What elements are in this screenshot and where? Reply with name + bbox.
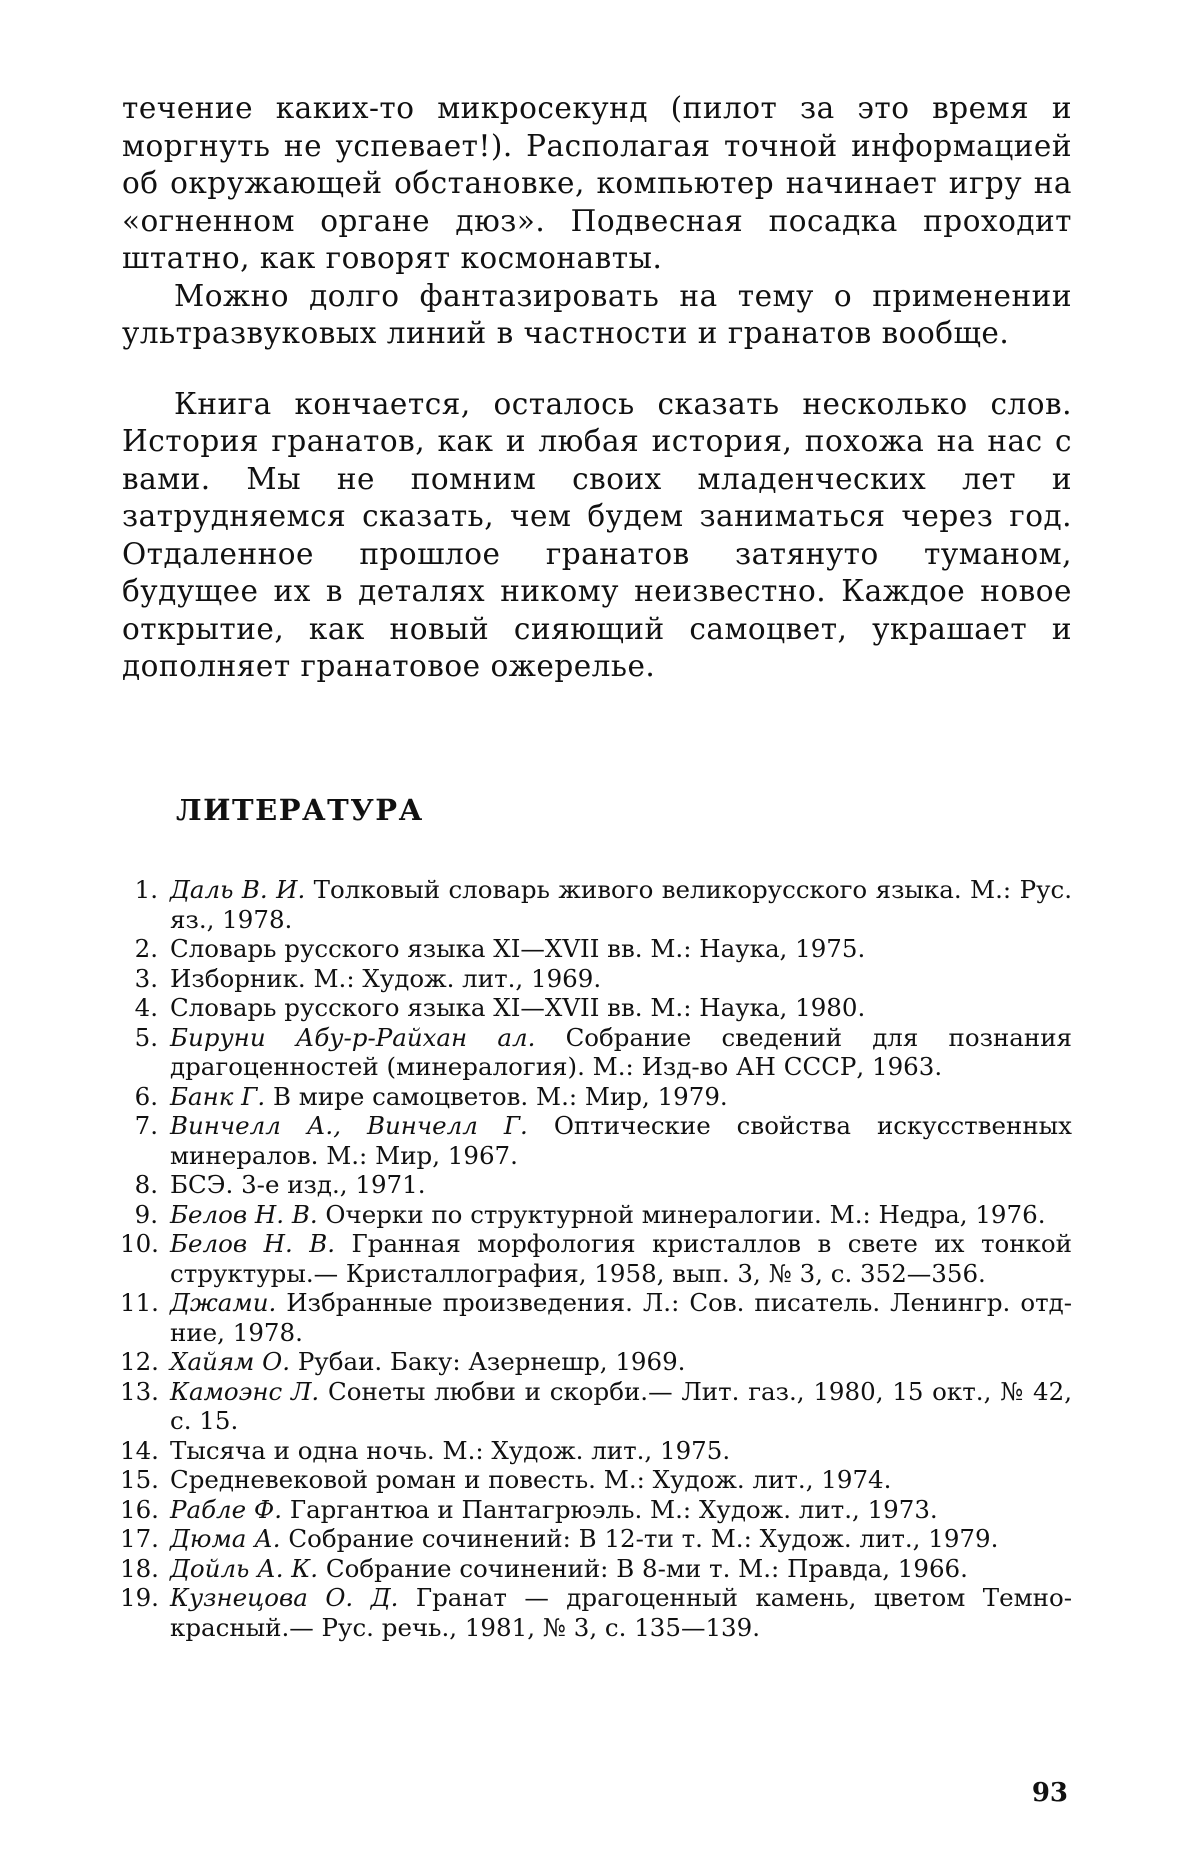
reference-text: Собрание сведений для познания драгоценностей (минералогия). М.: Изд-во АН СССР, 1963. [170, 1022, 1073, 1081]
reference-text: Очерки по структурной минералогии. М.: Недра, 1976. [317, 1199, 1046, 1229]
reference-author: Винчелл А., Винчелл Г. [170, 1111, 528, 1140]
reference-item [120, 875, 1072, 934]
reference-author: Бируни Абу-р-Райхан ал. [170, 1022, 536, 1052]
reference-item [120, 1583, 1072, 1642]
reference-item [120, 1288, 1072, 1347]
reference-text: Словарь русского языка XI—XVII вв. М.: Наука, 1980. [170, 993, 866, 1022]
reference-author: Банк Г. [170, 1081, 266, 1111]
reference-text: Гранная морфология кристаллов в свете их тонкой структуры.— Кристаллография, 1958, вып. 3, № 3, с. 352—356. [170, 1229, 1072, 1288]
reference-number: 16. [120, 1494, 159, 1524]
reference-text: Оптические свойства искусственных минералов. М.: Мир, 1967. [170, 1111, 1072, 1170]
paragraph: Можно долго фантазировать на тему о применении ультразвуковых линий в частности и гранатов вообще. [122, 278, 1072, 350]
reference-item [120, 964, 1072, 994]
reference-number: 2. [134, 934, 158, 963]
reference-author: Кузнецова О. Д. [170, 1583, 399, 1612]
reference-item [120, 1023, 1072, 1082]
reference-number: 14. [120, 1435, 159, 1465]
reference-item [120, 1347, 1072, 1377]
reference-item [120, 1524, 1072, 1554]
reference-number: 13. [120, 1376, 159, 1406]
reference-number: 17. [120, 1524, 159, 1553]
reference-number: 12. [120, 1347, 159, 1376]
reference-text: Сонеты любви и скорби.— Лит. газ., 1980, 15 окт., № 42, с. 15. [170, 1376, 1073, 1435]
reference-item [120, 993, 1072, 1023]
reference-author: Джами. [170, 1288, 277, 1317]
reference-text: Толковый словарь живого великорусского языка. М.: Рус. яз., 1978. [170, 875, 1073, 934]
reference-text: Изборник. М.: Худож. лит., 1969. [170, 963, 602, 993]
reference-number: 7. [134, 1111, 158, 1140]
reference-item [120, 1170, 1072, 1200]
reference-number: 6. [134, 1081, 158, 1111]
reference-text: Избранные произведения. Л.: Сов. писатель. Ленингр. отд-ние, 1978. [170, 1288, 1072, 1347]
page-number: 93 [1031, 1778, 1068, 1808]
reference-item [120, 1229, 1072, 1288]
reference-number: 10. [120, 1229, 159, 1258]
reference-item [120, 1377, 1072, 1436]
reference-item [120, 1554, 1072, 1584]
reference-number: 15. [120, 1465, 159, 1494]
reference-text: Гранат — драгоценный камень, цветом Темно-красный.— Рус. речь., 1981, № 3, с. 135—139. [170, 1583, 1072, 1642]
reference-author: Даль В. И. [170, 875, 306, 904]
reference-item [120, 1465, 1072, 1495]
reference-text: В мире самоцветов. М.: Мир, 1979. [265, 1081, 728, 1111]
reference-item [120, 934, 1072, 964]
paragraph: Книга кончается, осталось сказать несколько слов. История гранатов, как и любая история, похожа на нас с вами. Мы не помним своих младенческих лет и затрудняемся сказать, чем будем заниматься через год. Отдаленное прошлое гранатов затянуто туманом, будущее их в деталях никому неизвестно. Каждое новое открытие, как новый сияющий самоцвет, украшает и дополняет гранатовое ожерелье. [122, 386, 1072, 683]
reference-author: Дойль А. К. [170, 1553, 319, 1583]
section-heading: ЛИТЕРАТУРА [176, 793, 424, 827]
reference-text: Собрание сочинений: В 8-ми т. М.: Правда, 1966. [318, 1553, 968, 1583]
reference-number: 5. [134, 1022, 158, 1052]
reference-text: Собрание сочинений: В 12-ти т. М.: Худож. лит., 1979. [280, 1524, 999, 1553]
reference-item [120, 1111, 1072, 1170]
reference-author: Белов Н. В. [170, 1199, 318, 1229]
reference-text: Тысяча и одна ночь. М.: Худож. лит., 1975. [170, 1435, 731, 1465]
reference-item [120, 1495, 1072, 1525]
reference-text: БСЭ. 3-е изд., 1971. [170, 1170, 426, 1199]
reference-number: 8. [134, 1170, 158, 1199]
reference-item [120, 1436, 1072, 1466]
reference-author: Белов Н. В. [170, 1229, 336, 1258]
reference-list [120, 875, 1072, 1642]
reference-text: Рубаи. Баку: Азернешр, 1969. [290, 1347, 686, 1376]
body-text [122, 90, 1072, 686]
reference-number: 19. [120, 1583, 159, 1612]
reference-author: Дюма А. [170, 1524, 281, 1553]
reference-item [120, 1200, 1072, 1230]
reference-number: 3. [134, 963, 158, 993]
reference-author: Камоэнс Л. [170, 1376, 320, 1406]
reference-author: Хайям О. [170, 1347, 291, 1376]
reference-number: 9. [134, 1199, 158, 1229]
reference-text: Словарь русского языка XI—XVII вв. М.: Наука, 1975. [170, 934, 866, 963]
reference-number: 11. [120, 1288, 159, 1317]
paragraph: течение каких-то микросекунд (пилот за это время и моргнуть не успевает!). Располагая точной информацией об окружающей обстановке, компьютер начинает игру на «огненном органе дюз». Подвесная посадка проходит штатно, как говорят космонавты. [122, 91, 1072, 275]
reference-text: Гаргантюа и Пантагрюэль. М.: Худож. лит., 1973. [282, 1494, 938, 1524]
reference-number: 4. [134, 993, 158, 1022]
reference-text: Средневековой роман и повесть. М.: Худож. лит., 1974. [170, 1465, 892, 1494]
reference-number: 18. [120, 1553, 159, 1583]
reference-number: 1. [134, 875, 158, 904]
reference-item [120, 1082, 1072, 1112]
reference-author: Рабле Ф. [170, 1494, 283, 1524]
